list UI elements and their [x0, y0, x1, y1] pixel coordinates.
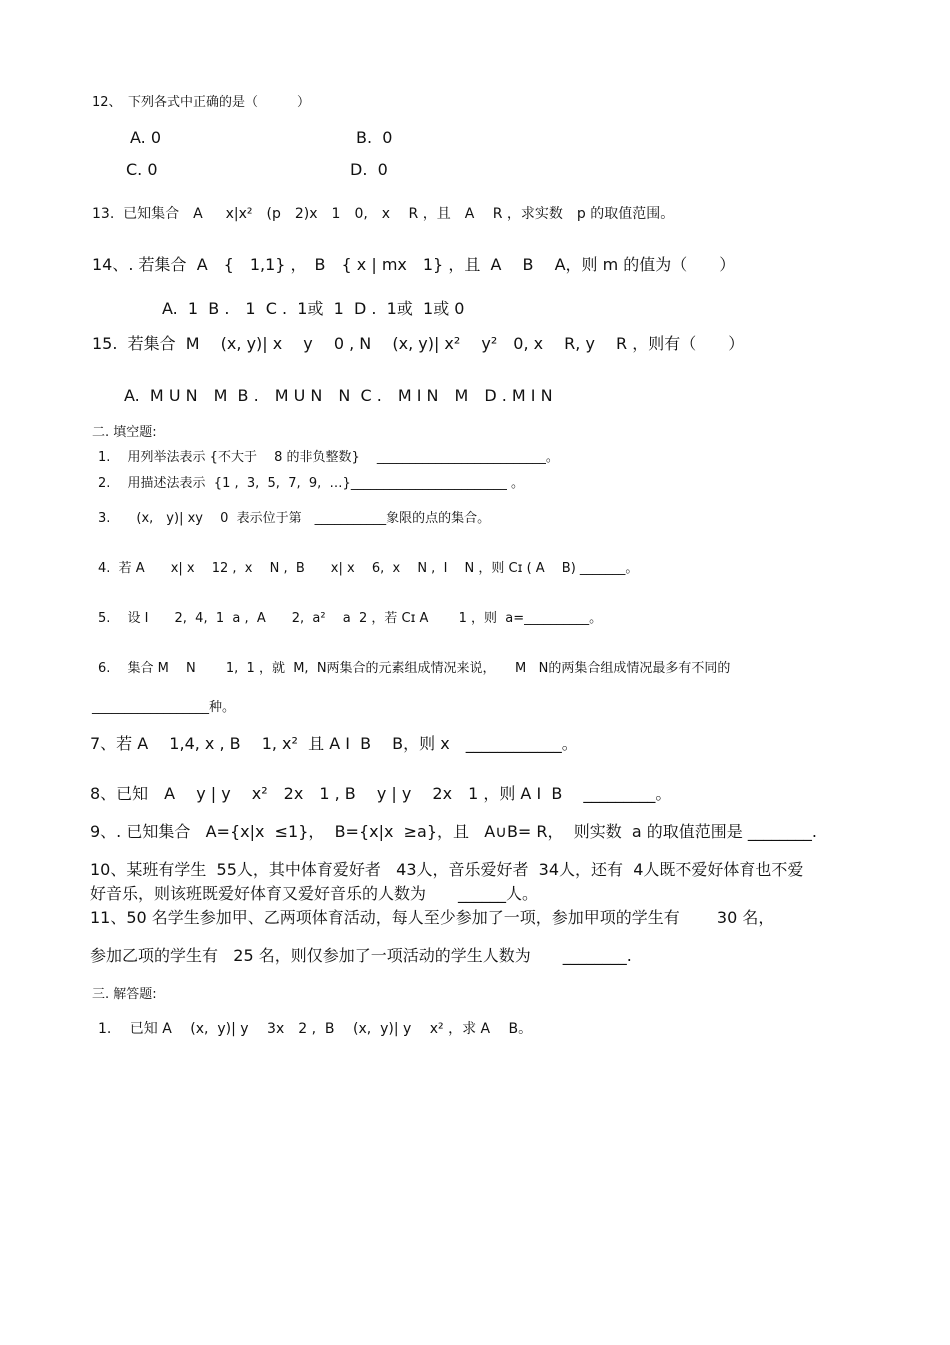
- fill-6-line-1: 6. 集合 M N 1, 1 ，就 M, N两集合的元素组成情况来说， M N的两集合组成情况最多有不同的: [98, 661, 731, 676]
- question-12-option-a: A. 0: [130, 128, 162, 147]
- question-12-option-c: C. 0: [126, 160, 158, 179]
- question-12-option-d: D. 0: [350, 160, 388, 179]
- section-solve-heading: 三. 解答题:: [92, 987, 157, 1002]
- section-fill-in-heading: 二. 填空题:: [92, 425, 157, 440]
- fill-7: 7、若 A 1,4, x , B 1, x² 且 A I B B，则 x ____________。: [90, 734, 578, 753]
- question-13: 13. 已知集合 A x|x² (p 2)x 1 0, x R ，且 A R ，求实数 p 的取值范围。: [92, 206, 675, 222]
- fill-11-line-1: 11、50 名学生参加甲、乙两项体育活动，每人至少参加了一项，参加甲项的学生有 30 名，: [90, 908, 775, 927]
- fill-11-line-2: 参加乙项的学生有 25 名，则仅参加了一项活动的学生人数为 ________.: [90, 946, 632, 965]
- fill-5: 5. 设 I 2, 4, 1 a , A 2, a² a 2 ，若 Cɪ A 1 ，则 a=__________。: [98, 611, 603, 626]
- fill-1: 1. 用列举法表示 {不大于 8 的非负整数} __________________________。: [98, 450, 559, 465]
- fill-4: 4. 若 A x| x 12 , x N , B x| x 6, x N , I N ，则 Cɪ ( A B) _______。: [98, 561, 639, 576]
- fill-10-line-2: 好音乐，则该班既爱好体育又爱好音乐的人数为 ______人。: [90, 884, 539, 903]
- question-12-stem: 12、 下列各式中正确的是（ ）: [92, 95, 311, 110]
- fill-8: 8、已知 A y | y x² 2x 1 , B y | y 2x 1 ，则 A I B _________。: [90, 784, 672, 803]
- solve-1: 1. 已知 A (x, y)| y 3x 2 , B (x, y)| y x² ，求 A B。: [98, 1021, 533, 1037]
- question-15-options: A. M U N M B . M U N N C . M I N M D . M I N: [124, 386, 553, 405]
- fill-3: 3. (x, y)| xy 0 表示位于第 ___________象限的点的集合。: [98, 511, 491, 526]
- fill-10-line-1: 10、某班有学生 55人，其中体育爱好者 43人，音乐爱好者 34人，还有 4人既不爱好体育也不爱: [90, 860, 804, 879]
- fill-6-line-2: __________________种。: [92, 700, 236, 715]
- fill-9: 9、. 已知集合 A={x|x ≤1}， B={x|x ≥a}，且 A∪B= R， 则实数 a 的取值范围是 ________.: [90, 822, 817, 841]
- question-15-stem: 15. 若集合 M (x, y)| x y 0 , N (x, y)| x² y² 0, x R, y R ，则有（ ）: [92, 334, 745, 353]
- question-14-stem: 14、. 若集合 A { 1,1} ， B { x | mx 1} ，且 A B A，则 m 的值为（ ）: [92, 255, 736, 274]
- question-12-option-b: B. 0: [356, 128, 393, 147]
- question-14-options: A. 1 B . 1 C . 1或 1 D . 1或 1或 0: [162, 299, 465, 318]
- fill-2: 2. 用描述法表示 {1 , 3, 5, 7, 9, …}________________________ 。: [98, 476, 524, 491]
